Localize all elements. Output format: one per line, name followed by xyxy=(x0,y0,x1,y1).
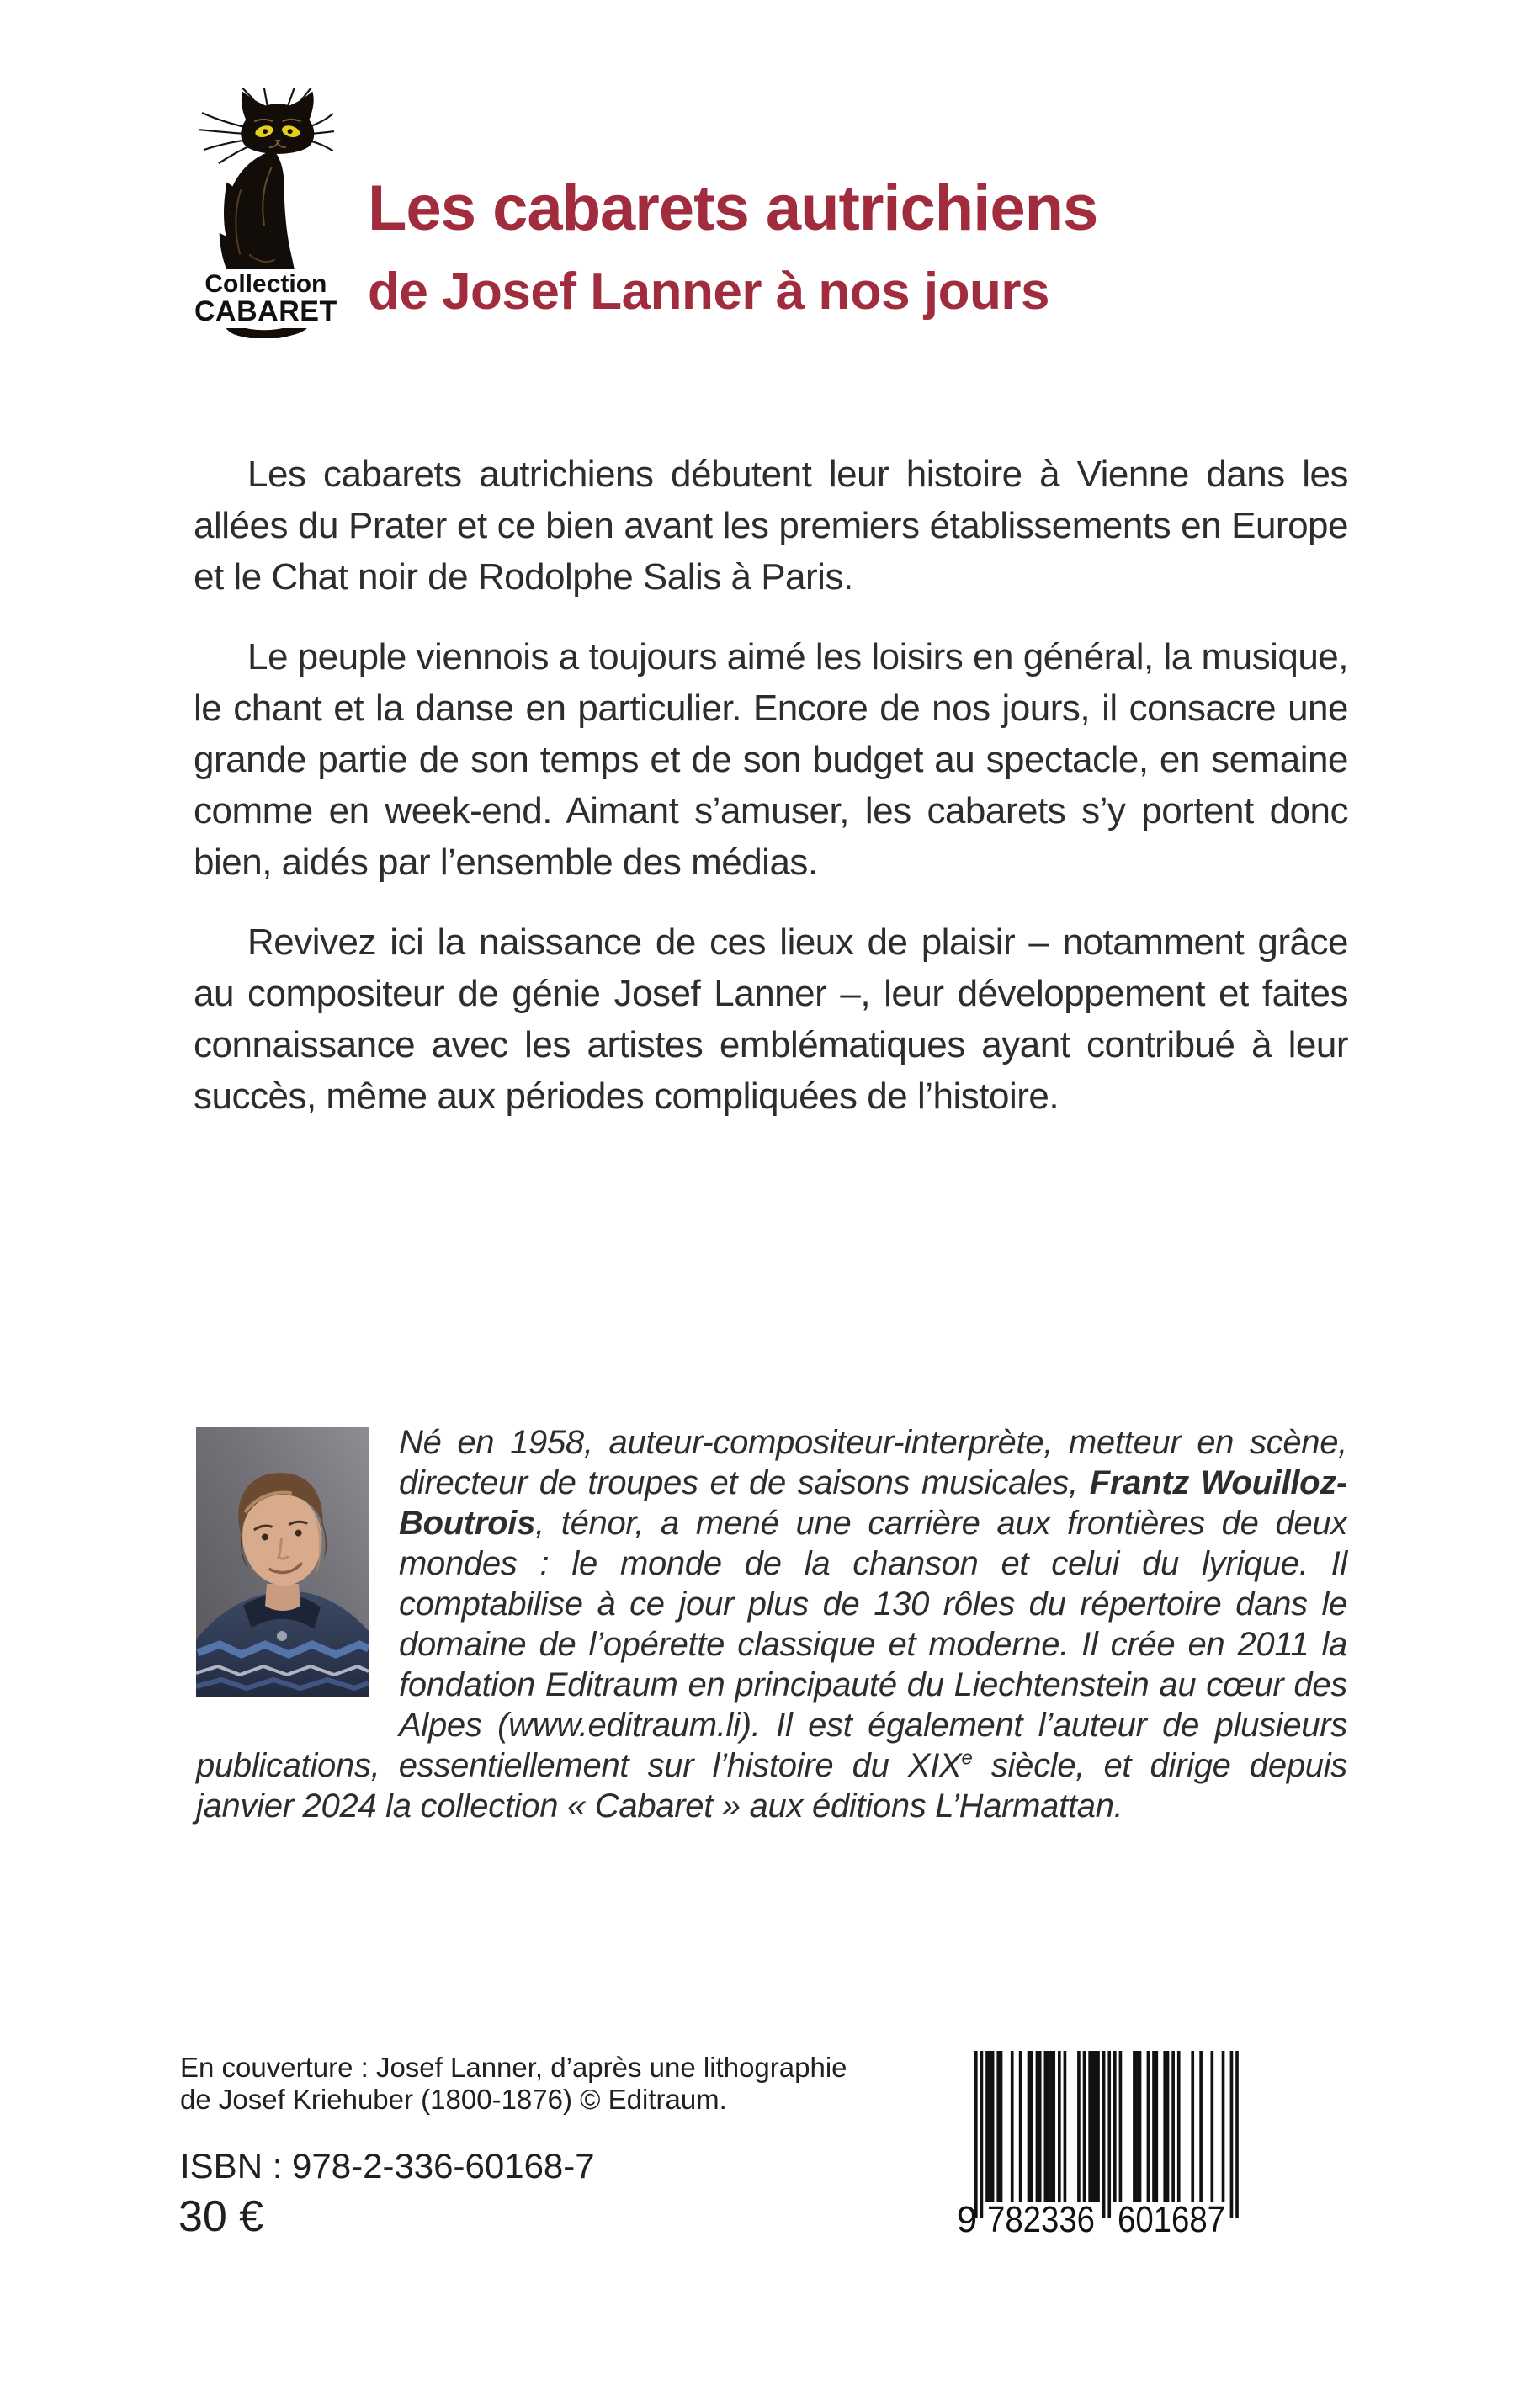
author-bio xyxy=(196,1422,1347,1826)
author-portrait-icon xyxy=(196,1427,369,1697)
book-subtitle: de Josef Lanner à nos jours xyxy=(368,263,1049,321)
collection-label xyxy=(193,269,343,328)
barcode-digit-right: 601687 xyxy=(1118,2199,1225,2240)
synopsis-paragraph-1: Les cabarets autrichiens débutent leur histoire à Vienne dans les allées du Prater et ce bien avant les premiers établissements en Europe et le Chat noir de Rodolphe Salis à Paris. xyxy=(194,454,1348,598)
logo-cabaret-label: CABARET xyxy=(194,295,337,327)
cover-credit-line2: de Josef Kriehuber (1800-1876) © Editraum. xyxy=(180,2084,727,2115)
price-text: 30 € xyxy=(178,2192,264,2241)
author-name: Frantz Wouilloz-Boutrois xyxy=(399,1464,1347,1542)
book-title: Les cabarets autrichiens xyxy=(368,173,1098,244)
logo-collection-label: Collection xyxy=(204,270,327,298)
synopsis-paragraph-2: Le peuple viennois a toujours aimé les loisirs en général, la musique, le chant et la danse en particulier. Encore de nos jours, il consacre une grande partie de son temps et de son budget au spectacle, en semaine comme en week-end. Aimant s’amuser, les cabarets s’y portent donc bien, aidés par l’ensemble des médias. xyxy=(194,636,1348,883)
cover-credit xyxy=(180,2052,847,2116)
isbn-text: ISBN : 978-2-336-60168-7 xyxy=(180,2146,595,2186)
barcode-svg xyxy=(943,2037,1239,2243)
century-superscript: e xyxy=(961,1746,973,1770)
bio-intro: Né en 1958, auteur-compositeur-interprète, metteur en scène, directeur de troupes et de saisons musicales, xyxy=(399,1424,1347,1501)
barcode-bars xyxy=(974,2051,1239,2218)
synopsis-paragraph-3: Revivez ici la naissance de ces lieux de plaisir – notamment grâce au compositeur de génie Josef Lanner –, leur développement et faites connaissance avec les artistes emblématiques ayant contribué à leur succès, même aux périodes compliquées de l’histoire. xyxy=(194,922,1348,1117)
cover-credit-line1: En couverture : Josef Lanner, d’après une lithographie xyxy=(180,2052,847,2083)
barcode-digit-left: 782336 xyxy=(987,2199,1095,2240)
bio-text xyxy=(196,1422,1347,1826)
author-photo xyxy=(196,1427,369,1697)
collection-cabaret-logo xyxy=(193,88,337,338)
title-block xyxy=(368,173,1097,320)
bio-middle: , ténor, a mené une carrière aux frontières de deux mondes : le monde de la chanson et celui du lyrique. Il comptabilise à ce jour plus de 130 rôles du répertoire dans le domaine de l’opérette classique et moderne. Il crée en 2011 la fondation Editraum en principauté du Liechtenstein au cœur des Alpes (www.editraum.li). Il est également l’auteur de plusieurs publications, essentiellement sur l’histoire du XIX xyxy=(196,1505,1347,1784)
bio-end: siècle, et dirige depuis janvier 2024 la collection « Cabaret » aux éditions L’Harmattan. xyxy=(196,1747,1347,1825)
barcode xyxy=(943,2037,1239,2243)
synopsis xyxy=(194,449,1348,1150)
barcode-digit-first: 9 xyxy=(956,2199,978,2240)
